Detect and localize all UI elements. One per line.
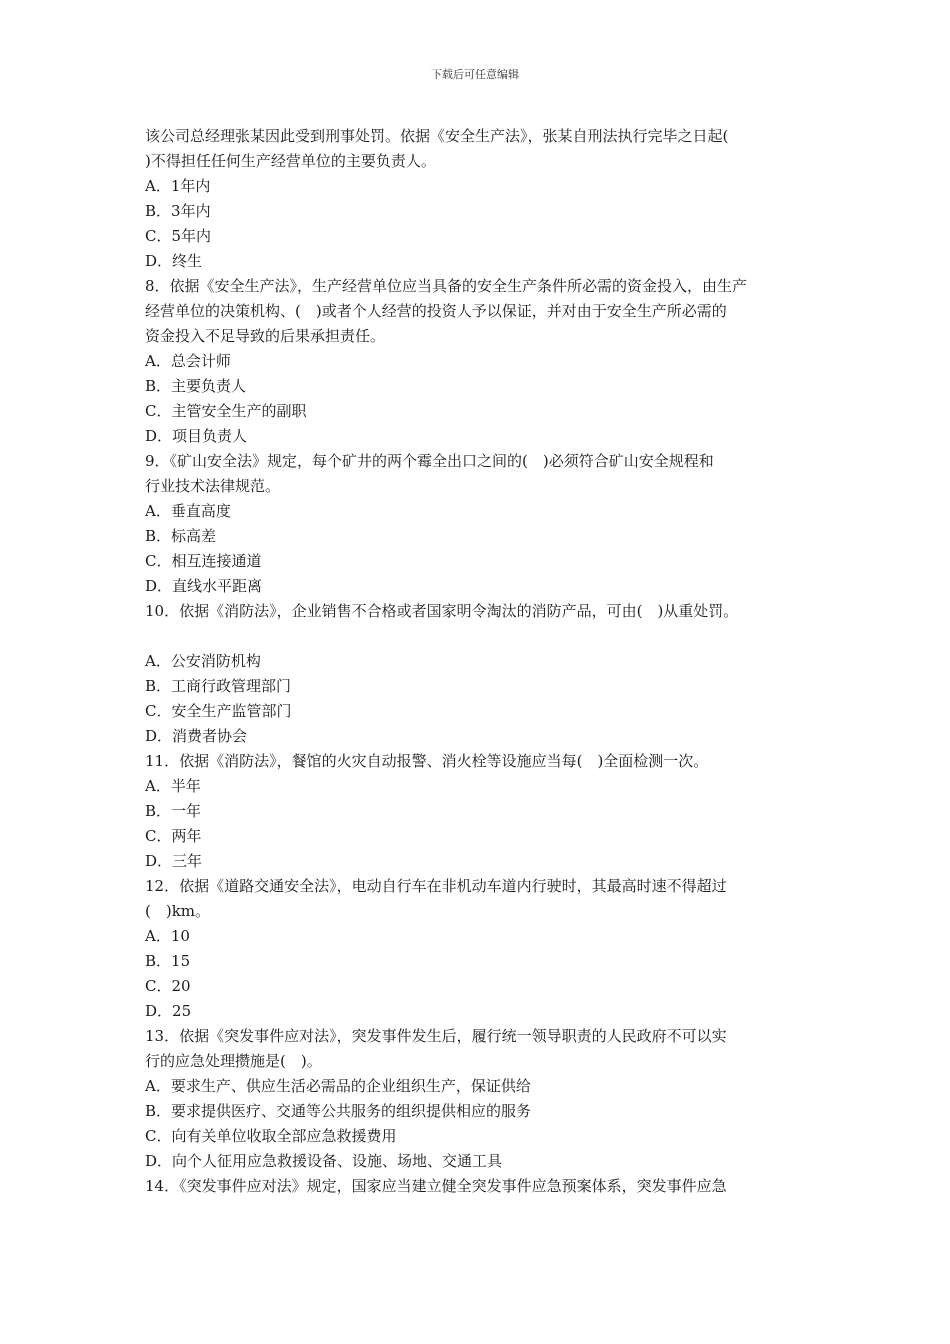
option-line: C．向有关单位收取全部应急救援费用 bbox=[145, 1127, 397, 1145]
option-line: A．半年 bbox=[145, 777, 201, 795]
text-line: 资金投入不足导致的后果承担责任。 bbox=[145, 327, 386, 345]
question-line: 10．依据《消防法》，企业销售不合格或者国家明令淘汰的消防产品，可由( )从重处罚。 bbox=[145, 602, 739, 620]
option-line: B．工商行政管理部门 bbox=[145, 677, 292, 695]
option-line: C．5年内 bbox=[145, 227, 212, 245]
option-line: C．相互连接通道 bbox=[145, 552, 262, 570]
option-line: B．要求提供医疗、交通等公共服务的组织提供相应的服务 bbox=[145, 1102, 532, 1120]
option-line: D．三年 bbox=[145, 852, 203, 870]
text-line: )不得担任任何生产经营单位的主要负责人。 bbox=[145, 152, 436, 170]
option-line: A．10 bbox=[145, 927, 190, 945]
text-line: 行业技术法律规范。 bbox=[145, 477, 281, 495]
page-header: 下载后可任意编辑 bbox=[431, 68, 519, 81]
option-line: B．15 bbox=[145, 952, 191, 970]
text-line: ( )km。 bbox=[145, 902, 211, 920]
question-line: 8．依据《安全生产法》，生产经营单位应当具备的安全生产条件所必需的资金投入，由生产 bbox=[145, 277, 748, 295]
option-line: C．安全生产监管部门 bbox=[145, 702, 292, 720]
option-line: B．一年 bbox=[145, 802, 202, 820]
blank-line bbox=[145, 624, 835, 649]
option-line: C．两年 bbox=[145, 827, 202, 845]
option-line: A．垂直高度 bbox=[145, 502, 231, 520]
question-line: 11．依据《消防法》，餐馆的火灾自动报警、消火栓等设施应当每( )全面检测一次。 bbox=[145, 752, 709, 770]
option-line: D．项目负责人 bbox=[145, 427, 248, 445]
question-line: 12．依据《道路交通安全法》，电动自行车在非机动车道内行驶时，其最高时速不得超过 bbox=[145, 877, 727, 895]
option-line: B．主要负责人 bbox=[145, 377, 247, 395]
document-body bbox=[145, 124, 835, 1199]
option-line: B．3年内 bbox=[145, 202, 211, 220]
question-line: 9．《矿山安全法》规定，每个矿井的两个霉全出口之间的( )必须符合矿山安全规程和 bbox=[145, 452, 714, 470]
text-line: 行的应急处理攒施是( )。 bbox=[145, 1052, 322, 1070]
text-line: 该公司总经理张某因此受到刑事处罚。依据《安全生产法》，张某自刑法执行完毕之日起( bbox=[145, 127, 729, 145]
text-line: 经营单位的决策机构、( )或者个人经营的投资人予以保证，并对由于安全生产所必需的 bbox=[145, 302, 727, 320]
option-line: D．终生 bbox=[145, 252, 203, 270]
option-line: A．要求生产、供应生活必需品的企业组织生产，保证供给 bbox=[145, 1077, 531, 1095]
option-line: C．20 bbox=[145, 977, 191, 995]
option-line: A．总会计师 bbox=[145, 352, 231, 370]
option-line: A．1年内 bbox=[145, 177, 211, 195]
option-line: D．消费者协会 bbox=[145, 727, 248, 745]
option-line: D．向个人征用应急救援设备、设施、场地、交通工具 bbox=[145, 1152, 503, 1170]
option-line: D．25 bbox=[145, 1002, 192, 1020]
question-line: 13．依据《突发事件应对法》，突发事件发生后，履行统一领导职责的人民政府不可以实 bbox=[145, 1027, 727, 1045]
option-line: A．公安消防机构 bbox=[145, 652, 261, 670]
question-line: 14．《突发事件应对法》规定，国家应当建立健全突发事件应急预案体系，突发事件应急 bbox=[145, 1177, 727, 1195]
option-line: C．主管安全生产的副职 bbox=[145, 402, 307, 420]
option-line: D．直线水平距离 bbox=[145, 577, 263, 595]
option-line: B．标高差 bbox=[145, 527, 217, 545]
